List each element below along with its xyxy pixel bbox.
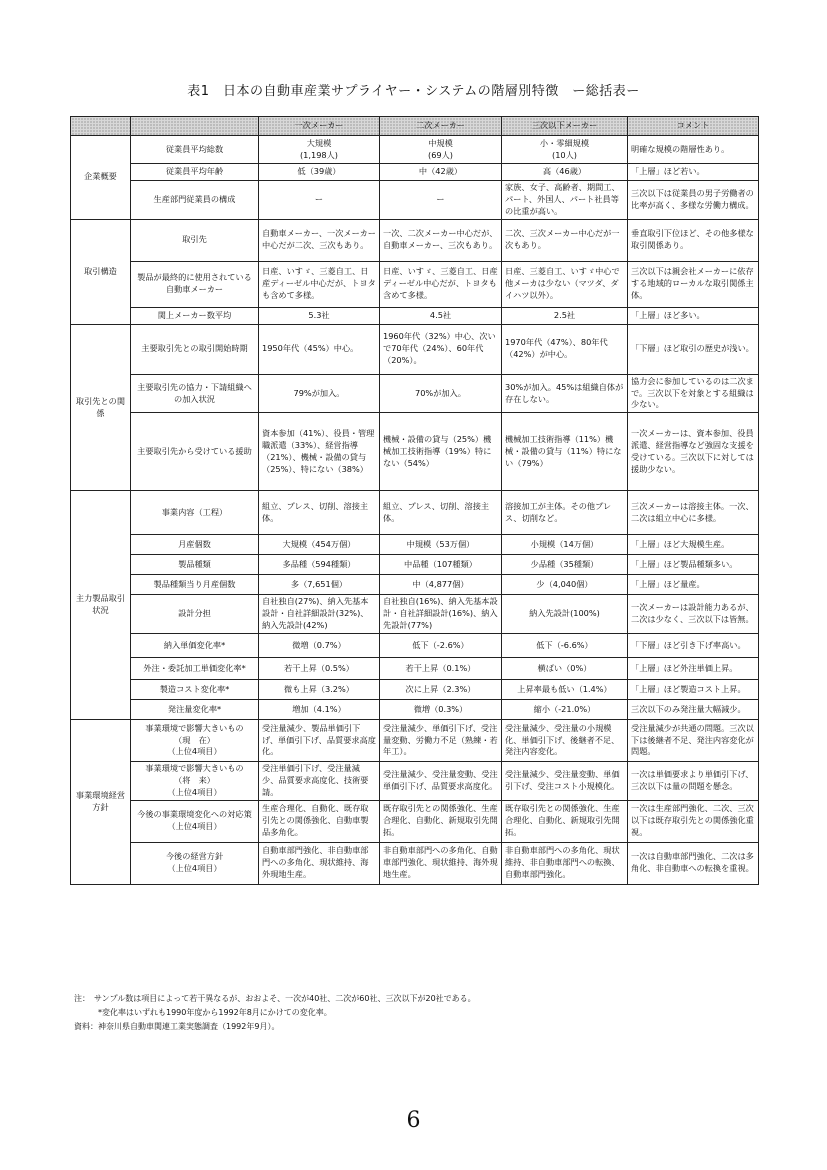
tier3-cell xyxy=(502,595,628,634)
table-header-row xyxy=(71,117,759,136)
tier2-cell xyxy=(380,136,502,164)
tier1-cell xyxy=(259,575,380,595)
item-label: 発注量変化率* xyxy=(167,703,222,714)
comment-cell: 一次は自動車部門強化、二次は多角化、非自動車への転換を重視。 xyxy=(628,842,759,884)
comment-cell: 「上層」ほど大規模生産。 xyxy=(628,535,759,555)
cell-value: 次に上昇（2.3%） xyxy=(405,683,476,694)
comment-cell: 一次メーカーは設計能力あるが、二次は少なく、三次以下は皆無。 xyxy=(628,595,759,634)
table-row xyxy=(71,595,759,634)
page-number: 6 xyxy=(406,1108,421,1133)
cell-value: 日産、いすゞ、三菱自工、日産ディーゼル中心だが、トヨタも含めて多様。 xyxy=(262,266,376,301)
comment-cell: 三次以下は従業員の男子労働者の比率が高く、多様な労働力構成。 xyxy=(628,181,759,220)
tier3-cell xyxy=(502,842,628,884)
item-label: 従業員平均年齢 xyxy=(165,166,224,177)
item-cell xyxy=(131,324,259,374)
table-row xyxy=(71,164,759,181)
cell-value: 小・零細規模 xyxy=(539,137,590,148)
table-row xyxy=(71,261,759,307)
cell-value: 縮小（-21.0%） xyxy=(533,703,596,714)
cell-value: 高（46歳） xyxy=(542,166,587,177)
table-row xyxy=(71,307,759,324)
cell-value: 中規模（53万個） xyxy=(406,538,475,549)
tier2-cell xyxy=(380,762,502,801)
table-row xyxy=(71,181,759,220)
tier1-cell xyxy=(259,842,380,884)
item-label: 製造コスト変化率* xyxy=(159,683,230,694)
item-cell xyxy=(131,762,259,801)
cell-value: 1950年代（45%）中心。 xyxy=(262,343,359,354)
cell-value: 中規模 xyxy=(428,137,453,148)
tier2-cell xyxy=(380,374,502,413)
cell-value: 一次、二次メーカー中心だが、自動車メーカー、三次もあり。 xyxy=(383,228,498,251)
comment-cell: 三次以下は親会社メーカーに依存する地域的ローカルな取引関係主体。 xyxy=(628,261,759,307)
category-cell: 事業環境経営方針 xyxy=(71,720,131,885)
header-blank-1 xyxy=(71,117,131,136)
item-label: 事業環境で影響大きいもの xyxy=(145,763,244,774)
tier1-cell xyxy=(259,535,380,555)
tier3-cell xyxy=(502,658,628,680)
item-label: 製品が最終的に使用されている自動車メーカー xyxy=(137,272,252,295)
table-row xyxy=(71,658,759,680)
item-cell xyxy=(131,700,259,720)
tier2-cell xyxy=(380,595,502,634)
item-label: 今後の経営方針 xyxy=(165,851,224,862)
item-cell xyxy=(131,136,259,164)
tier1-cell xyxy=(259,136,380,164)
cell-value: 受注量減少、製品単価引下げ、単価引下げ、品質要求高度化。 xyxy=(262,722,376,757)
cell-value: 非自動車部門への多角化、自動車部門強化、現状維持、海外現地生産。 xyxy=(383,845,498,880)
cell-value: 中品種（107種類） xyxy=(404,558,477,569)
item-label: （上位4項目） xyxy=(167,746,222,757)
tier3-cell xyxy=(502,491,628,535)
tier3-cell xyxy=(502,700,628,720)
tier3-cell xyxy=(502,136,628,164)
item-label: 納入単価変化率* xyxy=(163,639,226,650)
item-cell xyxy=(131,842,259,884)
cell-value: 小規模（14万個） xyxy=(530,538,599,549)
cell-value: 日産、いすゞ、三菱自工、日産ディーゼル中心だが、トヨタも含めて多様。 xyxy=(383,266,498,301)
cell-value: 1970年代（47%）、80年代（42%）が中心。 xyxy=(505,337,608,360)
item-label: 事業内容（工程） xyxy=(161,506,228,517)
item-cell xyxy=(131,413,259,491)
table-row xyxy=(71,680,759,700)
comment-cell: 三次メーカーは溶接主体。一次、二次は組立中心に多様。 xyxy=(628,491,759,535)
cell-value: 多品種（594種類） xyxy=(282,558,356,569)
item-label: 主要取引先との取引開始時期 xyxy=(141,343,248,354)
table-row xyxy=(71,700,759,720)
tier3-cell xyxy=(502,324,628,374)
tier2-cell xyxy=(380,842,502,884)
cell-value: 中（42歳） xyxy=(418,166,463,177)
cell-value: 既存取引先との関係強化、生産合理化、自動化、新規取引先開拓。 xyxy=(505,803,620,838)
cell-value: 自動車部門強化、非自動車部門への多角化、現状維持、海外現地生産。 xyxy=(262,845,369,880)
item-cell xyxy=(131,680,259,700)
tier1-cell xyxy=(259,680,380,700)
cell-value: 日産、三菱自工、いすゞ中心で他メーカは少ない（マツダ、ダイハツ以外）。 xyxy=(505,266,620,301)
comment-cell: 受注量減少が共通の問題。三次以下は後継者不足、発注内容変化が問題。 xyxy=(628,720,759,762)
item-label: 従業員平均総数 xyxy=(165,143,224,154)
tier1-cell xyxy=(259,762,380,801)
header-blank-2 xyxy=(131,117,259,136)
tier2-cell xyxy=(380,720,502,762)
item-cell xyxy=(131,491,259,535)
cell-value: 79%が加入。 xyxy=(293,387,345,398)
item-cell xyxy=(131,634,259,658)
cell-value: ー xyxy=(314,193,324,204)
tier2-cell xyxy=(380,413,502,491)
category-cell: 企業概要 xyxy=(71,136,131,220)
header-tier2: 二次メーカー xyxy=(380,117,502,136)
cell-value: ー xyxy=(436,193,445,204)
cell-value: 中（4,877個） xyxy=(412,578,469,589)
category-cell: 取引構造 xyxy=(71,219,131,324)
item-label: 主要取引先から受けている援助 xyxy=(137,445,252,456)
cell-value: 自動車メーカー、一次メーカー中心だが二次、三次もあり。 xyxy=(262,228,376,251)
item-label: 外注・委託加工単価変化率* xyxy=(143,662,246,673)
tier2-cell xyxy=(380,575,502,595)
cell-value: 少品種（35種類） xyxy=(530,558,599,569)
item-label: 生産部門従業員の構成 xyxy=(153,193,236,204)
tier3-cell xyxy=(502,374,628,413)
tier2-cell xyxy=(380,535,502,555)
item-label: 月産個数 xyxy=(178,538,211,549)
cell-value: 多（7,651個） xyxy=(290,578,348,589)
tier1-cell xyxy=(259,595,380,634)
cell-value: 納入先設計(100%) xyxy=(529,608,600,619)
tier2-cell xyxy=(380,261,502,307)
item-cell xyxy=(131,555,259,575)
cell-value: 組立、プレス、切削、溶接主体。 xyxy=(262,500,369,523)
item-label: 事業環境で影響大きいもの xyxy=(145,722,244,733)
cell-value: 機械・設備の貸与（25%）機械加工技術指導（19%）特にない（54%） xyxy=(383,434,492,468)
cell-value: 生産合理化、自動化、既存取引先との関係強化、自動車製品多角化。 xyxy=(262,803,369,838)
comment-cell: 三次以下のみ発注量大幅減少。 xyxy=(628,700,759,720)
tier3-cell xyxy=(502,181,628,220)
tier2-cell xyxy=(380,164,502,181)
item-cell xyxy=(131,595,259,634)
tier3-cell xyxy=(502,762,628,801)
cell-value: 自社独自(27%)、納入先基本設計・自社詳細設計(32%)、納入先設計(42%) xyxy=(262,596,369,631)
notes xyxy=(74,992,764,1034)
tier2-cell xyxy=(380,800,502,842)
tier1-cell xyxy=(259,634,380,658)
header-comment: コメント xyxy=(628,117,759,136)
cell-value: 4.5社 xyxy=(429,309,452,320)
table-row xyxy=(71,413,759,491)
item-label: 関上メーカー数平均 xyxy=(157,309,232,320)
tier1-cell xyxy=(259,658,380,680)
table-row xyxy=(71,219,759,261)
tier1-cell xyxy=(259,181,380,220)
table-row xyxy=(71,136,759,164)
tier1-cell xyxy=(259,700,380,720)
cell-value: 家族、女子、高齢者、期間工、パート、外国人、パート社員等の比重が高い。 xyxy=(505,182,620,216)
item-label: 製品種類 xyxy=(178,558,211,569)
comment-cell: 「下層」ほど引き下げ率高い。 xyxy=(628,634,759,658)
tier1-cell xyxy=(259,555,380,575)
cell-value: 大規模（454万個） xyxy=(282,538,356,549)
tier2-cell xyxy=(380,680,502,700)
cell-value: 組立、プレス、切削、溶接主体。 xyxy=(383,500,490,523)
tier1-cell xyxy=(259,307,380,324)
item-label: 今後の事業環境変化への対応策 xyxy=(137,809,252,820)
cell-value: 資本参加（41%）、役員・管理職派遣（33%）、経営指導（21%）、機械・設備の貸与（25%）、特にない（38%） xyxy=(262,428,375,474)
comment-cell: 「上層」ほど製品種類多い。 xyxy=(628,555,759,575)
cell-value: 70%が加入。 xyxy=(415,387,466,398)
item-cell xyxy=(131,720,259,762)
tier2-cell xyxy=(380,324,502,374)
table-row xyxy=(71,555,759,575)
cell-subvalue: (1,198人) xyxy=(299,149,338,160)
cell-value: 低下（-2.6%） xyxy=(412,639,469,650)
tier1-cell xyxy=(259,164,380,181)
tier3-cell xyxy=(502,800,628,842)
item-cell xyxy=(131,374,259,413)
tier1-cell xyxy=(259,324,380,374)
tier3-cell xyxy=(502,164,628,181)
comment-cell: 「上層」ほど量産。 xyxy=(628,575,759,595)
tier1-cell xyxy=(259,261,380,307)
cell-value: 非自動車部門への多角化、現状維持、非自動車部門への転換、自動車部門強化。 xyxy=(505,845,620,880)
item-label: （上位4項目） xyxy=(167,786,222,797)
comment-cell: 垂直取引下位ほど、その他多様な取引関係あり。 xyxy=(628,219,759,261)
tier1-cell xyxy=(259,413,380,491)
item-label: 取引先 xyxy=(182,234,207,245)
tier3-cell xyxy=(502,575,628,595)
item-label: （上位4項目） xyxy=(167,821,222,832)
cell-value: 30%が加入。45%は組織自体が存在しない。 xyxy=(505,381,624,404)
item-cell xyxy=(131,261,259,307)
item-cell xyxy=(131,575,259,595)
item-cell xyxy=(131,800,259,842)
tier2-cell xyxy=(380,181,502,220)
tier2-cell xyxy=(380,658,502,680)
table-row xyxy=(71,842,759,884)
tier1-cell xyxy=(259,219,380,261)
cell-value: 2.5社 xyxy=(553,309,576,320)
table-row xyxy=(71,762,759,801)
cell-value: 上昇率最も低い（1.4%） xyxy=(517,683,612,694)
tier3-cell xyxy=(502,680,628,700)
item-cell xyxy=(131,535,259,555)
table-row xyxy=(71,720,759,762)
cell-value: 若干上昇（0.5%） xyxy=(284,662,354,673)
tier1-cell xyxy=(259,800,380,842)
tier3-cell xyxy=(502,634,628,658)
comment-cell: 協力会に参加しているのは二次まで。三次以下を対象とする組織は少ない。 xyxy=(628,374,759,413)
comment-cell: 「上層」ほど外注単価上昇。 xyxy=(628,658,759,680)
cell-value: 自社独自(16%)、納入先基本設計・自社詳細設計(16%)、納入先設計(77%) xyxy=(383,596,498,631)
item-label: （将 来） xyxy=(174,774,215,785)
item-cell xyxy=(131,307,259,324)
cell-value: 機械加工技術指導（11%）機械・設備の貸与（11%）特にない（79%） xyxy=(505,434,622,468)
comment-cell: 「下層」ほど取引の歴史が浅い。 xyxy=(628,324,759,374)
cell-value: 1960年代（32%）中心、次いで70年代（24%）、60年代（20%）。 xyxy=(383,331,496,366)
cell-value: 増加（4.1%） xyxy=(292,703,346,714)
cell-value: 受注単価引下げ、受注量減少、品質要求高度化、技術要請。 xyxy=(262,763,369,797)
item-label: 主要取引先の協力・下請組織への加入状況 xyxy=(137,381,252,404)
comment-cell: 「上層」ほど製造コスト上昇。 xyxy=(628,680,759,700)
item-cell xyxy=(131,181,259,220)
table-row xyxy=(71,374,759,413)
summary-table xyxy=(70,116,759,885)
cell-subvalue: (10人) xyxy=(552,149,577,160)
cell-value: 微も上昇（3.2%） xyxy=(284,683,354,694)
item-cell xyxy=(131,164,259,181)
comment-cell: 明確な規模の階層性あり。 xyxy=(628,136,759,164)
tier1-cell xyxy=(259,374,380,413)
note-line: 注： サンプル数は項目によって若干異なるが、おおよそ、一次が40社、二次が60社、三次以下が20社である。 xyxy=(74,994,476,1003)
cell-subvalue: (69人) xyxy=(428,149,453,160)
tier1-cell xyxy=(259,720,380,762)
header-tier3: 三次以下メーカー xyxy=(502,117,628,136)
cell-value: 若干上昇（0.1%） xyxy=(405,662,476,673)
cell-value: 受注量減少、単価引下げ、受注量変動、労働力不足（熟練・若年工）。 xyxy=(383,722,498,757)
cell-value: 二次、三次メーカー中心だが一次もあり。 xyxy=(505,228,620,251)
table-row xyxy=(71,535,759,555)
item-label: （現 在） xyxy=(174,734,215,745)
item-label: （上位4項目） xyxy=(167,863,222,874)
cell-value: 5.3社 xyxy=(308,309,330,320)
table-row xyxy=(71,575,759,595)
item-cell xyxy=(131,219,259,261)
tier2-cell xyxy=(380,700,502,720)
comment-cell: 「上層」ほど若い。 xyxy=(628,164,759,181)
tier3-cell xyxy=(502,413,628,491)
tier2-cell xyxy=(380,555,502,575)
cell-value: 既存取引先との関係強化、生産合理化、自動化、新規取引先開拓。 xyxy=(383,803,498,838)
tier3-cell xyxy=(502,535,628,555)
table-body xyxy=(71,136,759,885)
header-tier1: 一次メーカー xyxy=(259,117,380,136)
cell-value: 微増（0.7%） xyxy=(292,639,346,650)
comment-cell: 一次は単価要求より単価引下げ、三次以下は量の問題を懸念。 xyxy=(628,762,759,801)
table-row xyxy=(71,634,759,658)
cell-value: 低下（-6.6%） xyxy=(536,639,593,650)
tier3-cell xyxy=(502,261,628,307)
tier2-cell xyxy=(380,307,502,324)
cell-value: 微増（0.3%） xyxy=(413,703,468,714)
cell-value: 受注量減少、受注量変動、受注単価引下げ、品質要求高度化。 xyxy=(383,768,498,791)
tier3-cell xyxy=(502,307,628,324)
cell-value: 大規模 xyxy=(306,137,332,148)
tier1-cell xyxy=(259,491,380,535)
page-title: 表1 日本の自動車産業サプライヤー・システムの階層別特徴 ー総括表ー xyxy=(187,84,640,99)
category-cell: 取引先との関係 xyxy=(71,324,131,491)
tier2-cell xyxy=(380,634,502,658)
note-line: *変化率はいずれも1990年度から1992年8月にかけての変化率。 xyxy=(74,1008,332,1017)
item-label: 設計分担 xyxy=(178,608,211,619)
table-row xyxy=(71,800,759,842)
source-line: 資料：神奈川県自動車関連工業実態調査（1992年9月）。 xyxy=(74,1022,280,1031)
tier3-cell xyxy=(502,720,628,762)
category-cell: 主力製品取引状況 xyxy=(71,491,131,720)
tier2-cell xyxy=(380,491,502,535)
tier3-cell xyxy=(502,555,628,575)
table-row xyxy=(71,324,759,374)
comment-cell: 一次メーカーは、資本参加、役員派遣、経営指導など強固な支援を受けている。三次以下に対しては援助少ない。 xyxy=(628,413,759,491)
tier3-cell xyxy=(502,219,628,261)
cell-value: 溶接加工が主体。その他プレス、切削など。 xyxy=(505,500,612,523)
cell-value: 横ばい（0%） xyxy=(537,662,592,673)
cell-value: 受注量減少、受注量変動、単価引下げ、受注コスト小規模化。 xyxy=(505,768,620,791)
tier2-cell xyxy=(380,219,502,261)
cell-value: 受注量減少、受注量の小規模化、単価引下げ、後継者不足、発注内容変化。 xyxy=(505,722,620,757)
comment-cell: 「上層」ほど多い。 xyxy=(628,307,759,324)
table-row xyxy=(71,491,759,535)
comment-cell: 一次は生産部門強化、二次、三次以下は既存取引先との関係強化重視。 xyxy=(628,800,759,842)
item-cell xyxy=(131,658,259,680)
cell-value: 低（39歳） xyxy=(297,166,341,177)
cell-value: 少（4,040個） xyxy=(536,578,593,589)
item-label: 製品種類当り月産個数 xyxy=(153,578,236,589)
